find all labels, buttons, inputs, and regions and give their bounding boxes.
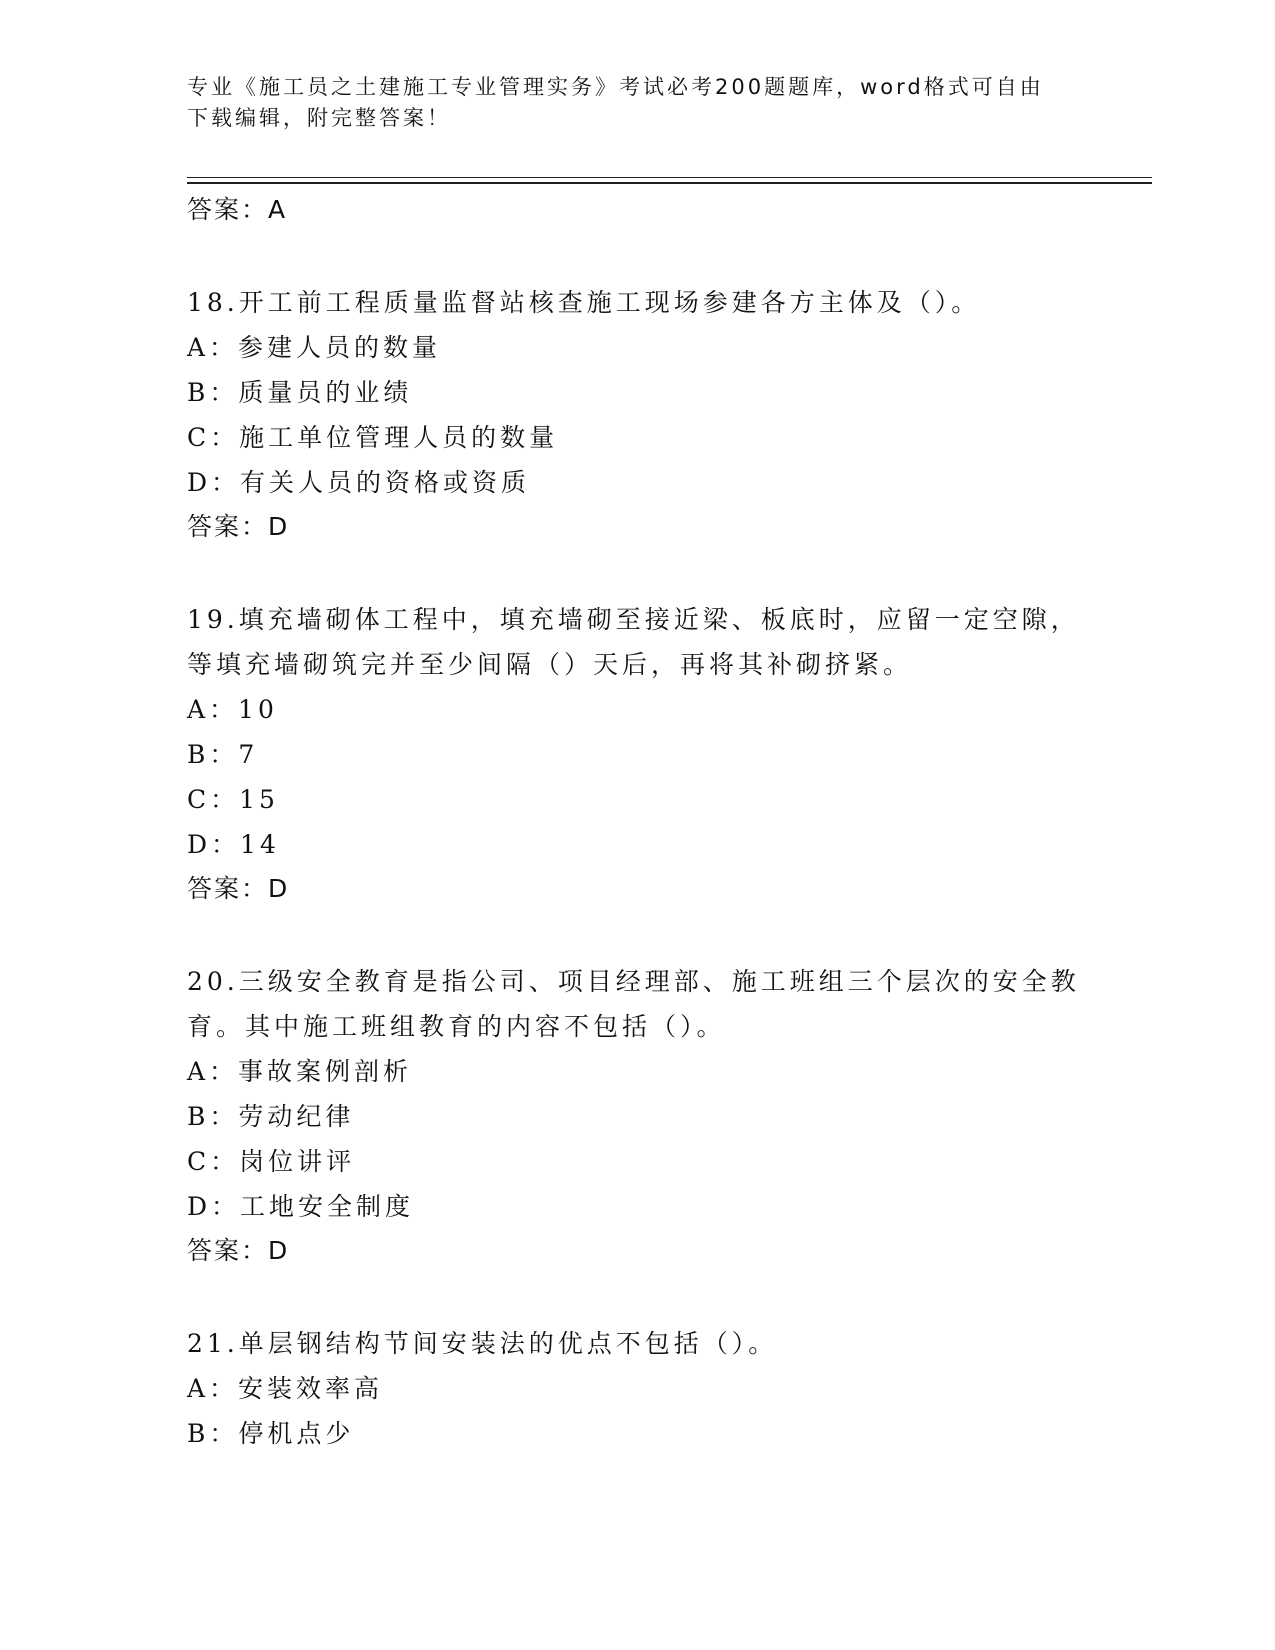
document-header [187, 72, 1067, 134]
option-d: D：有关人员的资格或资质 [187, 468, 531, 497]
option-b: B：停机点少 [187, 1419, 355, 1448]
question-19 [187, 597, 1087, 911]
option-d: D：14 [187, 830, 280, 859]
option-a: A：安装效率高 [187, 1374, 384, 1403]
option-c: C：施工单位管理人员的数量 [187, 423, 559, 452]
header-divider-thin [187, 177, 1152, 178]
previous-answer: 答案：A [187, 195, 288, 224]
option-d: D：工地安全制度 [187, 1192, 415, 1221]
option-a: A：参建人员的数量 [187, 333, 442, 362]
question-text: 21.单层钢结构节间安装法的优点不包括（）。 [187, 1329, 778, 1358]
question-text: 19.填充墙砌体工程中，填充墙砌至接近梁、板底时，应留一定空隙，等填充墙砌筑完并至少间隔（）天后，再将其补砌挤紧。 [187, 605, 1080, 679]
question-18 [187, 280, 1087, 549]
question-21 [187, 1321, 1087, 1456]
question-20 [187, 959, 1087, 1273]
option-b: B：质量员的业绩 [187, 378, 413, 407]
question-list [187, 188, 1087, 1456]
question-text: 18.开工前工程质量监督站核查施工现场参建各方主体及（）。 [187, 288, 981, 317]
option-b: B：7 [187, 740, 259, 769]
option-c: C：岗位讲评 [187, 1147, 356, 1176]
question-text: 20.三级安全教育是指公司、项目经理部、施工班组三个层次的安全教育。其中施工班组教育的内容不包括（）。 [187, 967, 1080, 1041]
header-divider-thick [187, 182, 1152, 184]
option-c: C：15 [187, 785, 279, 814]
option-a: A：事故案例剖析 [187, 1057, 413, 1086]
header-line-1: 专业《施工员之土建施工专业管理实务》考试必考200题题库，word格式可自由 [187, 75, 1044, 99]
option-b: B：劳动纪律 [187, 1102, 355, 1131]
header-line-2: 下载编辑，附完整答案！ [187, 106, 451, 130]
option-a: A：10 [187, 695, 278, 724]
answer: 答案：D [187, 512, 290, 541]
answer: 答案：D [187, 1236, 290, 1265]
answer: 答案：D [187, 874, 290, 903]
